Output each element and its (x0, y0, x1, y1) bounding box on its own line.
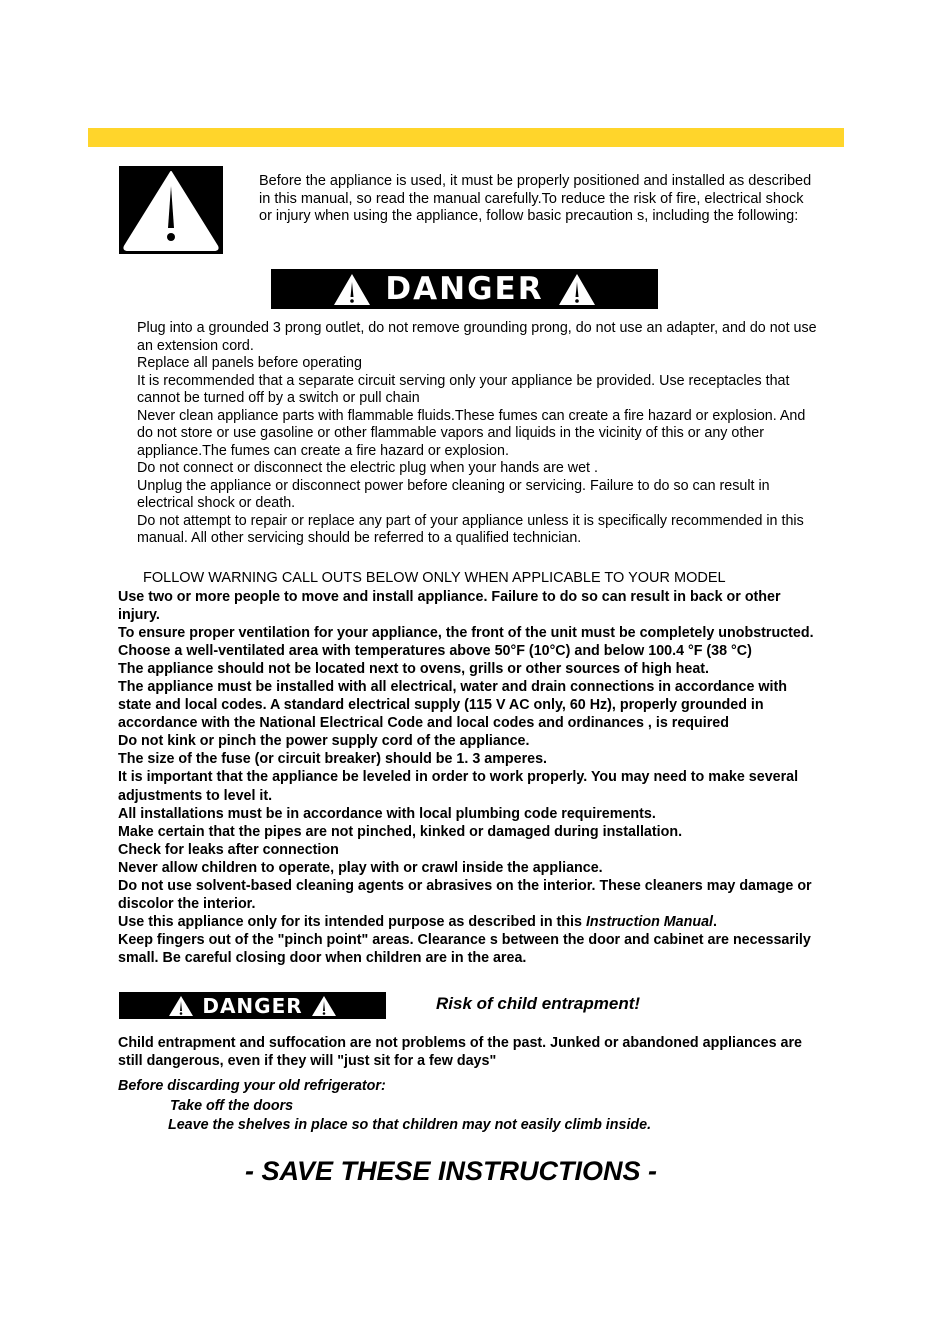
warning-triangle-icon (168, 995, 194, 1017)
list-item: All installations must be in accordance with local plumbing code requirements. (118, 805, 656, 822)
list-item: Choose a well-ventilated area with temperatures above 50°F (10°C) and below 100.4 °F (38 °C) (118, 643, 752, 660)
risk-heading: Risk of child entrapment! (436, 994, 641, 1013)
list-item: Do not connect or disconnect the electric plug when your hands are wet . (137, 460, 598, 476)
warning-list (118, 588, 818, 967)
list-item: Do not kink or pinch the power supply cord of the appliance. (118, 733, 530, 750)
entrapment-paragraph: Child entrapment and suffocation are not problems of the past. Junked or abandoned appliances are still dangerous, even if they will "just sit for a few days" (118, 1035, 802, 1069)
list-item: Leave the shelves in place so that children may not easily climb inside. (168, 1117, 652, 1133)
list-item: The appliance must be installed with all electrical, water and drain connections in accordance with state and local codes. A standard electrical supply (115 V AC only, 60 Hz), properly grounded in accordance with the National Electrical Code and local codes and ordinances , is required (118, 679, 787, 732)
list-item: It is important that the appliance be leveled in order to work properly. You may need to make several adjustments to level it. (118, 769, 799, 804)
danger-banner (271, 269, 658, 309)
discard-heading: Before discarding your old refrigerator: (118, 1078, 386, 1094)
list-item: Unplug the appliance or disconnect power before cleaning or servicing. Failure to do so can result in electrical shock or death. (137, 477, 770, 511)
use-item-suffix: . (713, 913, 718, 930)
intro-paragraph: Before the appliance is used, it must be properly positioned and installed as described in this manual, so read the manual carefully.To reduce the risk of fire, electrical shock or injury when using the appliance, follow basic precaution s, including the following: (259, 173, 812, 224)
warning-triangle-icon (311, 995, 337, 1017)
list-item: Do not attempt to repair or replace any part of your appliance unless it is specifically recommended in this manual. All other servicing should be referred to a qualified technician. (137, 512, 804, 546)
list-item: Use two or more people to move and install appliance. Failure to do so can result in back or other injury. (118, 589, 781, 624)
danger-label: DANGER (385, 271, 544, 307)
list-item: Do not use solvent-based cleaning agents or abrasives on the interior. These cleaners may damage or discolor the interior. (118, 877, 812, 912)
list-item: Check for leaks after connection (118, 841, 339, 858)
header-accent-bar (88, 128, 844, 147)
list-item: The size of the fuse (or circuit breaker) should be 1. 3 amperes. (118, 751, 548, 768)
list-item: Keep fingers out of the "pinch point" areas. Clearance s between the door and cabinet are necessarily small. Be careful closing door when children are in the area. (118, 931, 811, 966)
list-item: The appliance should not be located next to ovens, grills or other sources of high heat. (118, 661, 710, 678)
danger-list (137, 320, 817, 548)
warning-triangle-icon (333, 273, 371, 306)
list-item: To ensure proper ventilation for your appliance, the front of the unit must be completely unobstructed. (118, 625, 814, 642)
list-item: Plug into a grounded 3 prong outlet, do not remove grounding prong, do not use an adapter, and do not use an extension cord. (137, 320, 817, 354)
warning-triangle-icon (119, 166, 223, 254)
list-item: Take off the doors (170, 1098, 294, 1114)
danger-banner-small (119, 992, 386, 1019)
list-item: Replace all panels before operating (137, 355, 362, 371)
manual-title: Instruction Manual (585, 913, 714, 930)
list-item: Never clean appliance parts with flammable fluids.These fumes can create a fire hazard or explosion. And do not store or use gasoline or other flammable vapors and liquids in the vicinity of this or any other appliance.The fumes can create a fire hazard or explosion. (137, 407, 806, 459)
list-item: It is recommended that a separate circuit serving only your appliance be provided. Use receptacles that cannot be turned off by a switch or pull chain (137, 372, 790, 406)
save-instructions-footer: - SAVE THESE INSTRUCTIONS - (244, 1156, 658, 1186)
warning-triangle-icon (558, 273, 596, 306)
warning-icon-box (119, 166, 223, 254)
discard-steps (168, 1097, 651, 1135)
danger-label-small: DANGER (202, 993, 303, 1018)
use-item-text: Use this appliance only for its intended purpose as described in this (118, 913, 586, 930)
list-item (118, 913, 818, 931)
list-item: Never allow children to operate, play with or crawl inside the appliance. (118, 859, 603, 876)
callout-heading: FOLLOW WARNING CALL OUTS BELOW ONLY WHEN APPLICABLE TO YOUR MODEL (143, 570, 726, 586)
list-item: Make certain that the pipes are not pinched, kinked or damaged during installation. (118, 823, 683, 840)
